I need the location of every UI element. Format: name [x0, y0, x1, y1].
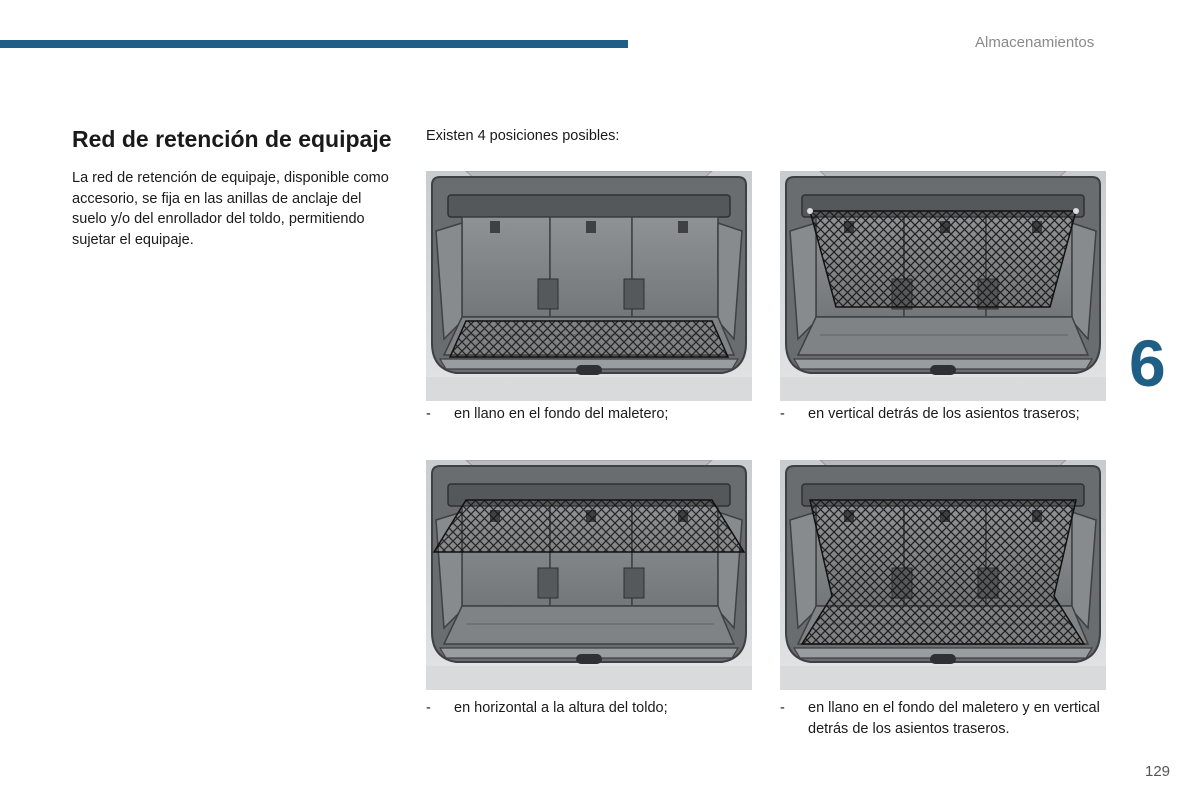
header-accent-bar — [0, 40, 628, 48]
position-caption — [780, 698, 1110, 740]
intro-paragraph: La red de retención de equipaje, disponible como accesorio, se fija en las anillas de anclaje del suelo y/o del enrollador del toldo, permitiendo sujetar el equipaje. — [72, 170, 389, 248]
figure-net-floor-and-vertical — [780, 460, 1106, 690]
figure-net-floor — [426, 171, 752, 401]
positions-lead: Existen 4 posiciones posibles: — [426, 128, 620, 144]
caption-text: en llano en el fondo del maletero; — [454, 406, 669, 422]
caption-text: en vertical detrás de los asientos traseros; — [808, 406, 1080, 422]
position-caption — [426, 698, 752, 719]
section-name: Almacenamientos — [975, 34, 1095, 51]
figure-net-horizontal — [426, 460, 752, 690]
caption-dash: - — [780, 406, 785, 422]
position-caption — [780, 404, 1110, 425]
caption-dash: - — [780, 700, 785, 716]
figure-net-vertical — [780, 171, 1106, 401]
chapter-number: 6 — [1129, 326, 1166, 400]
page-title: Red de retención de equipaje — [72, 126, 392, 152]
caption-text: en horizontal a la altura del toldo; — [454, 700, 668, 716]
page-number: 129 — [1145, 763, 1171, 780]
position-caption — [426, 404, 752, 425]
caption-dash: - — [426, 700, 431, 716]
caption-text: en llano en el fondo del maletero y en vertical detrás de los asientos traseros. — [808, 700, 1100, 737]
caption-dash: - — [426, 406, 431, 422]
